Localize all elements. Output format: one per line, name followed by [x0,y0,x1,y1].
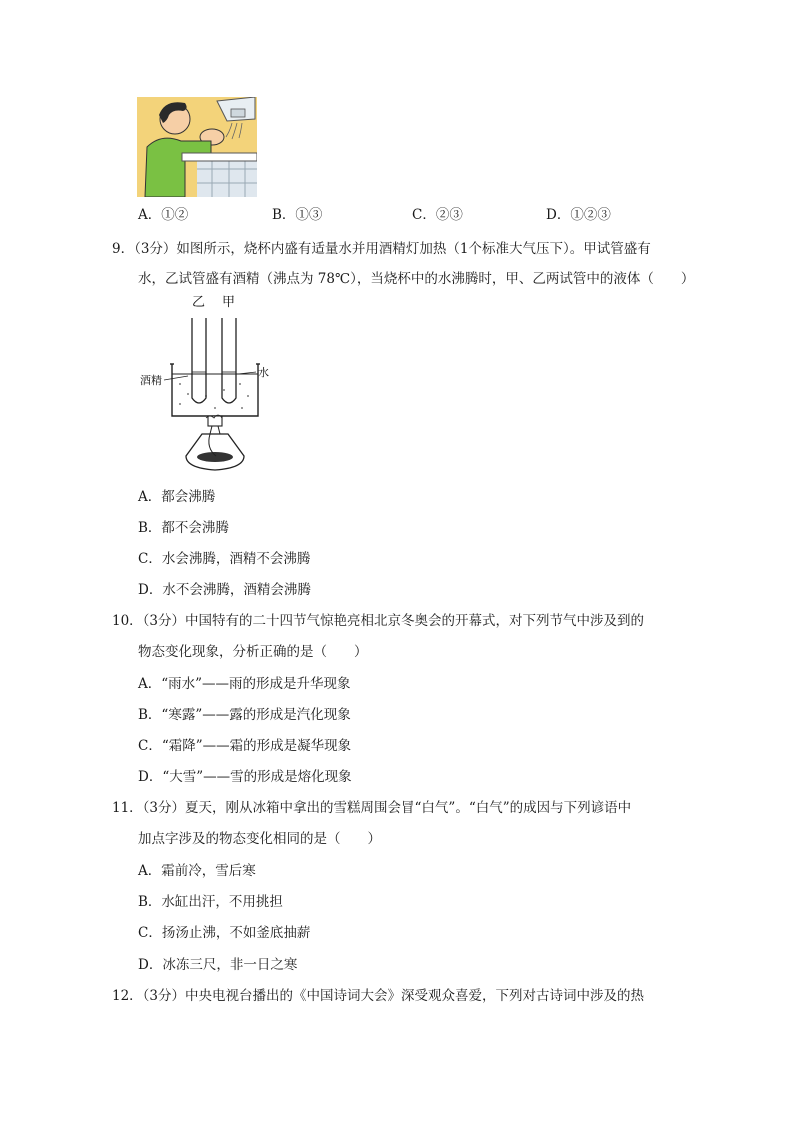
q11-option-a[interactable]: A．霜前冷，雪后寒 [138,863,256,879]
boiling-experiment-figure [140,292,280,480]
q9-option-d[interactable]: D．水不会沸腾，酒精会沸腾 [138,582,311,598]
q11-stem-line-1: 11．（3分）夏天，刚从冰箱中拿出的雪糕周围会冒“白气”。“白气”的成因与下列谚语中 [112,800,632,816]
q10-option-c[interactable]: C．“霜降”——霜的形成是凝华现象 [138,738,352,754]
q10-stem-line-2: 物态变化现象，分析正确的是（ ） [138,644,368,660]
q8-option-a[interactable]: A．①② [138,207,189,223]
q12-stem-line-1: 12．（3分）中央电视台播出的《中国诗词大会》深受观众喜爱，下列对古诗词中涉及的热 [112,988,645,1004]
q9-option-b[interactable]: B．都不会沸腾 [138,520,229,536]
q11-stem-line-2: 加点字涉及的物态变化相同的是（ ） [138,831,381,847]
hand-dryer-illustration [137,97,257,197]
q10-option-d[interactable]: D．“大雪”——雪的形成是熔化现象 [138,769,352,785]
q11-option-c[interactable]: C．扬汤止沸，不如釜底抽薪 [138,925,311,941]
q10-stem-line-1: 10．（3分）中国特有的二十四节气惊艳亮相北京冬奥会的开幕式，对下列节气中涉及到的 [112,613,645,629]
q11-option-d[interactable]: D．冰冻三尺，非一日之寒 [138,957,298,973]
figure-label-alcohol: 酒精 [140,374,162,387]
figure-label-water: 水 [258,366,269,379]
q9-option-c[interactable]: C．水会沸腾，酒精不会沸腾 [138,551,311,567]
q9-stem-line-2: 水，乙试管盛有酒精（沸点为 78℃），当烧杯中的水沸腾时，甲、乙两试管中的液体（ ） [138,271,695,287]
q8-option-d[interactable]: D．①②③ [546,207,611,223]
q9-option-a[interactable]: A．都会沸腾 [138,489,216,505]
q9-stem-line-1: 9．（3分）如图所示，烧杯内盛有适量水并用酒精灯加热（1个标准大气压下）。甲试管盛有 [112,241,651,257]
q11-option-b[interactable]: B．水缸出汗，不用挑担 [138,894,283,910]
q8-option-c[interactable]: C．②③ [412,207,463,223]
q10-option-a[interactable]: A．“雨水”——雨的形成是升华现象 [138,676,351,692]
figure-label-jia: 甲 [222,295,236,310]
q8-option-b[interactable]: B．①③ [272,207,323,223]
figure-label-yi: 乙 [192,295,206,310]
q10-option-b[interactable]: B．“寒露”——露的形成是汽化现象 [138,707,351,723]
